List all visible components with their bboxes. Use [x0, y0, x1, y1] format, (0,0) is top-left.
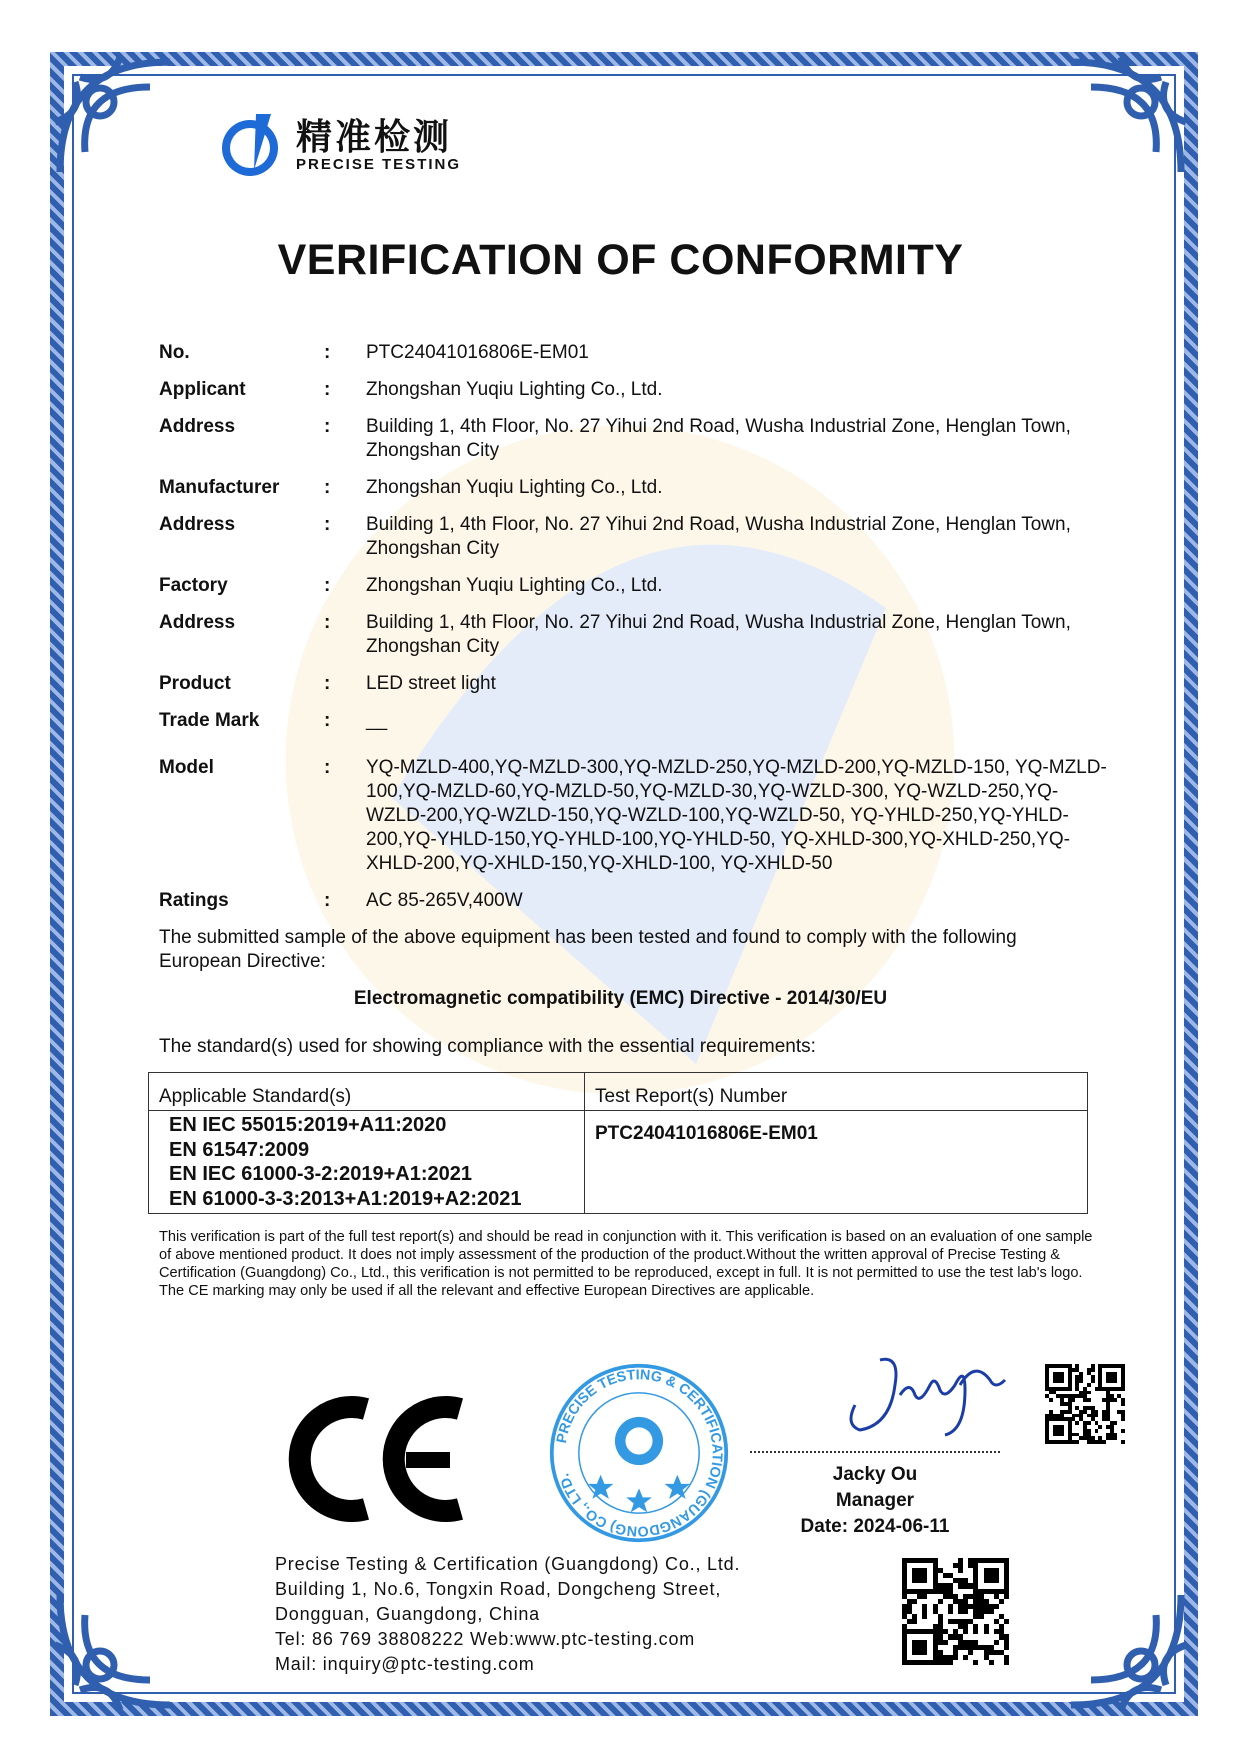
logo-english-text: PRECISE TESTING	[296, 155, 462, 173]
field-value: PTC24041016806E-EM01	[366, 342, 589, 363]
ornament-corner-icon	[40, 42, 190, 192]
field-label: Address	[159, 612, 236, 633]
field-colon: :	[324, 757, 331, 778]
field-label: Manufacturer	[159, 477, 280, 498]
field-row	[159, 611, 1110, 659]
signature-line	[750, 1451, 1000, 1453]
field-value: YQ-MZLD-400,YQ-MZLD-300,YQ-MZLD-250,YQ-MZLD-200,YQ-MZLD-150, YQ-MZLD-100,YQ-MZLD-60,YQ-MZLD-50,YQ-MZLD-30,YQ-WZLD-300, YQ-WZLD-250,YQ-WZLD-200,YQ-WZLD-150,YQ-WZLD-100,YQ-WZLD-50, YQ-YHLD-250,YQ-YHLD-200,YQ-YHLD-150,YQ-YHLD-100,YQ-YHLD-50, YQ-XHLD-300,YQ-XHLD-250,YQ-XHLD-200,YQ-XHLD-150,YQ-XHLD-100, YQ-XHLD-50	[366, 757, 1107, 874]
field-row	[159, 513, 1110, 561]
field-colon: :	[324, 575, 331, 596]
field-colon: :	[324, 710, 331, 731]
standard-item: EN 61547:2009	[169, 1138, 310, 1161]
page-title: VERIFICATION OF CONFORMITY	[277, 236, 964, 284]
field-value: __	[366, 710, 388, 731]
field-value: AC 85-265V,400W	[366, 890, 523, 911]
field-value: Building 1, 4th Floor, No. 27 Yihui 2nd Road, Wusha Industrial Zone, Henglan Town, Zhongshan City	[366, 416, 1071, 461]
directive: Electromagnetic compatibility (EMC) Directive - 2014/30/EU	[353, 988, 888, 1009]
field-row	[159, 378, 1110, 402]
svg-text:PRECISE TESTING & CERTIFICATIO: PRECISE TESTING & CERTIFICATION (GUANGDONG) CO., LTD.	[553, 1367, 725, 1539]
field-row	[159, 889, 1110, 913]
field-colon: :	[324, 673, 331, 694]
field-value: Building 1, 4th Floor, No. 27 Yihui 2nd Road, Wusha Industrial Zone, Henglan Town, Zhongshan City	[366, 612, 1071, 657]
signatory	[775, 1462, 975, 1540]
signatory-name: Jacky Ou	[832, 1464, 918, 1485]
signature-icon	[840, 1345, 1020, 1445]
ornament-corner-icon	[40, 1575, 190, 1725]
field-colon: :	[324, 477, 331, 498]
footer-mail: Mail: inquiry@ptc-testing.com	[275, 1654, 535, 1674]
footer-address-line: Dongguan, Guangdong, China	[275, 1604, 540, 1624]
signatory-title: Manager	[835, 1490, 915, 1511]
standards-intro: The standard(s) used for showing compliance with the essential requirements:	[159, 1036, 816, 1057]
field-label: No.	[159, 342, 190, 363]
field-label: Model	[159, 757, 214, 778]
field-label: Ratings	[159, 890, 229, 911]
field-value: Zhongshan Yuqiu Lighting Co., Ltd.	[366, 379, 663, 400]
field-row	[159, 709, 1110, 733]
standard-item: EN IEC 61000-3-2:2019+A1:2021	[169, 1163, 472, 1185]
field-row	[159, 756, 1110, 876]
field-colon: :	[324, 612, 331, 633]
field-colon: :	[324, 379, 331, 400]
field-value: Zhongshan Yuqiu Lighting Co., Ltd.	[366, 477, 663, 498]
company-stamp-icon	[548, 1362, 730, 1544]
field-label: Factory	[159, 575, 228, 596]
field-row	[159, 476, 1110, 500]
table-header: Test Report(s) Number	[585, 1073, 1088, 1111]
field-label: Address	[159, 514, 236, 535]
ornament-corner-icon	[1051, 42, 1201, 192]
company-logo	[216, 110, 461, 180]
disclaimer: This verification is part of the full test report(s) and should be read in conjunction with it. This verification is based on an evaluation of one sample of above mentioned product. It does not imply assessment of the production of the product.Without the written approval of Precise Testing & Certification (Guangdong) Co., Ltd., this verification is not permitted to be reproduced, except in full. It is not permitted to use the test lab's logo. The CE marking may only be used if all the relevant and effective European Directives are applicable.	[159, 1229, 1093, 1299]
standards-table	[148, 1072, 1088, 1214]
field-colon: :	[324, 416, 331, 437]
footer-contact	[275, 1552, 740, 1677]
field-row	[159, 574, 1110, 598]
field-row	[159, 341, 1110, 365]
field-value: Building 1, 4th Floor, No. 27 Yihui 2nd Road, Wusha Industrial Zone, Henglan Town, Zhongshan City	[366, 514, 1071, 559]
field-label: Applicant	[159, 379, 246, 400]
standard-item: EN 61000-3-3:2013+A1:2019+A2:2021	[169, 1187, 522, 1210]
field-colon: :	[324, 890, 331, 911]
standard-item: EN IEC 55015:2019+A11:2020	[169, 1114, 447, 1136]
logo-chinese-text: 精准检测	[296, 115, 453, 157]
field-row	[159, 672, 1110, 696]
footer-company: Precise Testing & Certification (Guangdong) Co., Ltd.	[275, 1554, 741, 1574]
field-colon: :	[324, 342, 331, 363]
table-header: Applicable Standard(s)	[149, 1073, 585, 1111]
qr-code-icon[interactable]	[900, 1556, 1011, 1667]
ce-mark-icon	[288, 1395, 468, 1523]
certificate-body	[159, 341, 1110, 1300]
field-colon: :	[324, 514, 331, 535]
ornament-corner-icon	[1051, 1575, 1201, 1725]
report-number: PTC24041016806E-EM01	[585, 1111, 1088, 1214]
compliance-statement: The submitted sample of the above equipment has been tested and found to comply with the following European Directive:	[159, 927, 1017, 972]
field-label: Product	[159, 673, 231, 694]
field-value: Zhongshan Yuqiu Lighting Co., Ltd.	[366, 575, 663, 596]
field-label: Address	[159, 416, 236, 437]
details-list	[159, 341, 1110, 913]
ptc-logo-icon	[216, 110, 288, 180]
issue-date: Date: 2024-06-11	[800, 1516, 950, 1537]
footer-address-line: Building 1, No.6, Tongxin Road, Dongcheng Street,	[275, 1579, 722, 1599]
field-row	[159, 415, 1110, 463]
field-value: LED street light	[366, 673, 496, 694]
qr-code-icon[interactable]	[1043, 1362, 1127, 1446]
field-label: Trade Mark	[159, 710, 260, 731]
footer-tel-web: Tel: 86 769 38808222 Web:www.ptc-testing.com	[275, 1629, 696, 1649]
